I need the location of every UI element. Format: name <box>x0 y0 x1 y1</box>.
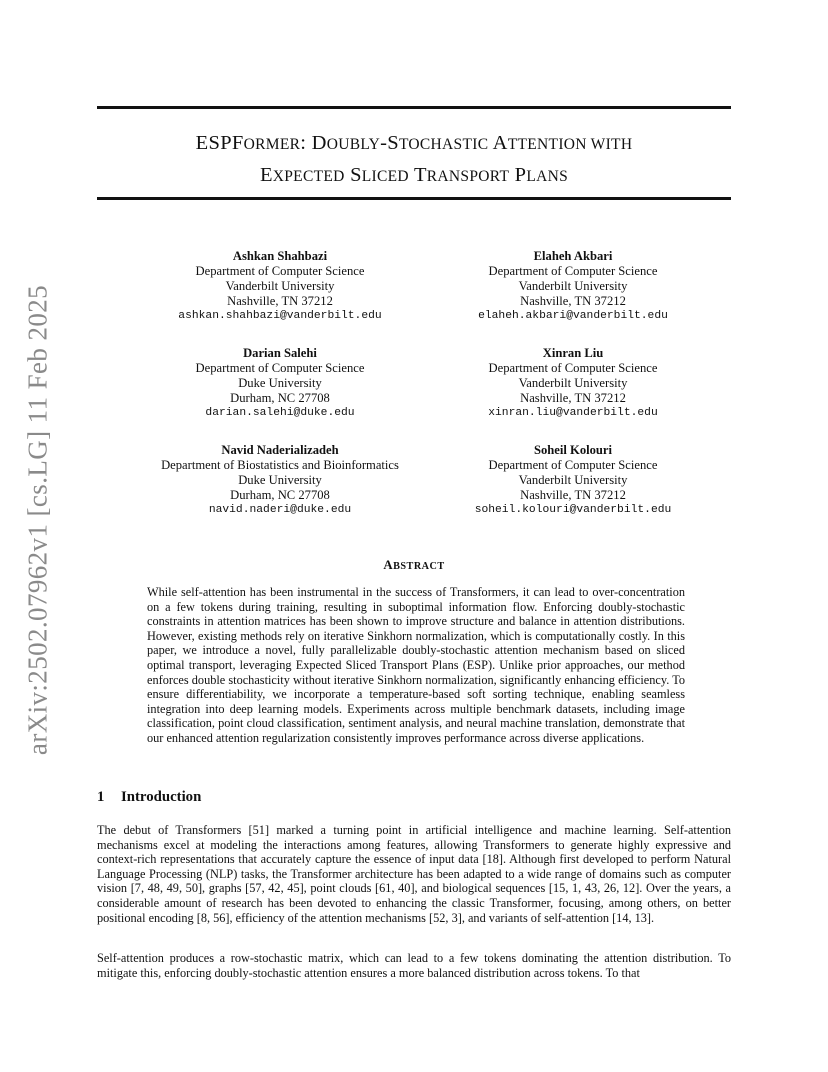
author-block <box>130 346 430 421</box>
author-affiliation: Vanderbilt University <box>225 278 335 293</box>
author-city: Durham, NC 27708 <box>230 487 330 502</box>
author-department: Department of Computer Science <box>488 457 658 472</box>
author-block <box>423 443 723 518</box>
arxiv-sidebar-stamp: arXiv:2502.07962v1 [cs.LG] 11 Feb 2025 <box>22 284 53 756</box>
author-email[interactable]: xinran.liu@vanderbilt.edu <box>488 406 658 419</box>
author-affiliation: Vanderbilt University <box>518 472 628 487</box>
section-heading <box>97 789 201 806</box>
author-block <box>423 249 723 324</box>
author-city: Nashville, TN 37212 <box>520 293 626 308</box>
author-name: Navid Naderializadeh <box>221 443 339 457</box>
author-affiliation: Vanderbilt University <box>518 278 628 293</box>
author-affiliation: Vanderbilt University <box>518 375 628 390</box>
author-email[interactable]: navid.naderi@duke.edu <box>208 503 352 516</box>
author-department: Department of Computer Science <box>195 360 365 375</box>
author-name: Darian Salehi <box>243 346 317 360</box>
author-name: Elaheh Akbari <box>533 249 613 263</box>
author-name: Ashkan Shahbazi <box>232 249 328 263</box>
abstract-heading: ABSTRACT <box>383 558 445 572</box>
author-email[interactable]: elaheh.akbari@vanderbilt.edu <box>478 309 668 322</box>
title-line-2: EXPECTED SLICED TRANSPORT PLANS <box>259 164 569 186</box>
author-block <box>130 443 430 518</box>
author-block <box>423 346 723 421</box>
author-affiliation: Duke University <box>238 472 322 487</box>
author-city: Durham, NC 27708 <box>230 390 330 405</box>
title-top-rule <box>97 106 731 109</box>
author-block <box>130 249 430 324</box>
author-email[interactable]: darian.salehi@duke.edu <box>205 406 355 419</box>
author-city: Nashville, TN 37212 <box>227 293 333 308</box>
paper-title <box>97 128 731 192</box>
author-department: Department of Computer Science <box>488 360 658 375</box>
section-number: 1 <box>97 789 105 805</box>
body-paragraph: The debut of Transformers [51] marked a turning point in artificial intelligence and machine learning. Self-attention mechanisms excel at modeling the interactions among features, allowing Transformers to generate highly expressive and context-rich representations that accurately capture the essence of input data [18]. Although first developed to perform Natural Language Processing (NLP) tasks, the Transformer architecture has been adapted to a wide range of domains such as computer vision [7, 48, 49, 50], graphs [57, 42, 45], point clouds [61, 40], and biological sequences [15, 1, 43, 26, 12]. Over the years, a considerable amount of research has been devoted to enhancing the classic Transformer, focusing, among others, on better positional encoding [8, 56], efficiency of the attention mechanisms [52, 3], and variants of self-attention [14, 13]. <box>97 823 731 925</box>
title-bottom-rule <box>97 197 731 200</box>
author-department: Department of Computer Science <box>195 263 365 278</box>
author-department: Department of Computer Science <box>488 263 658 278</box>
author-email[interactable]: ashkan.shahbazi@vanderbilt.edu <box>178 309 382 322</box>
author-affiliation: Duke University <box>238 375 322 390</box>
author-city: Nashville, TN 37212 <box>520 390 626 405</box>
abstract-text: While self-attention has been instrumental in the success of Transformers, it can lead to over-concentration on a few tokens during training, resulting in suboptimal information flow. Enforcing doubly-stochastic constraints in attention matrices has been shown to improve structure and balance in attention distributions. However, existing methods rely on iterative Sinkhorn normalization, which is computationally costly. In this paper, we introduce a novel, fully parallelizable doubly-stochastic attention mechanism based on sliced optimal transport, leveraging Expected Sliced Transport Plans (ESP). Unlike prior approaches, our method enforces double stochasticity without iterative Sinkhorn normalization, significantly enhancing efficiency. To ensure differentiability, we incorporate a temperature-based soft sorting technique, enabling seamless integration into deep learning models. Experiments across multiple benchmark datasets, including image classification, point cloud classification, sentiment analysis, and neural machine translation, demonstrate that our enhanced attention regularization consistently improves performance across diverse applications. <box>147 585 685 745</box>
author-department: Department of Biostatistics and Bioinformatics <box>161 457 399 472</box>
author-email[interactable]: soheil.kolouri@vanderbilt.edu <box>474 503 672 516</box>
author-name: Xinran Liu <box>542 346 604 360</box>
title-line-1: ESPFORMER: DOUBLY-STOCHASTIC ATTENTION WITH <box>195 132 633 154</box>
section-title: Introduction <box>121 789 202 805</box>
body-paragraph: Self-attention produces a row-stochastic matrix, which can lead to a few tokens dominating the attention distribution. To mitigate this, enforcing doubly-stochastic attention ensures a more balanced distribution across tokens. To that <box>97 951 731 980</box>
author-city: Nashville, TN 37212 <box>520 487 626 502</box>
author-name: Soheil Kolouri <box>533 443 613 457</box>
